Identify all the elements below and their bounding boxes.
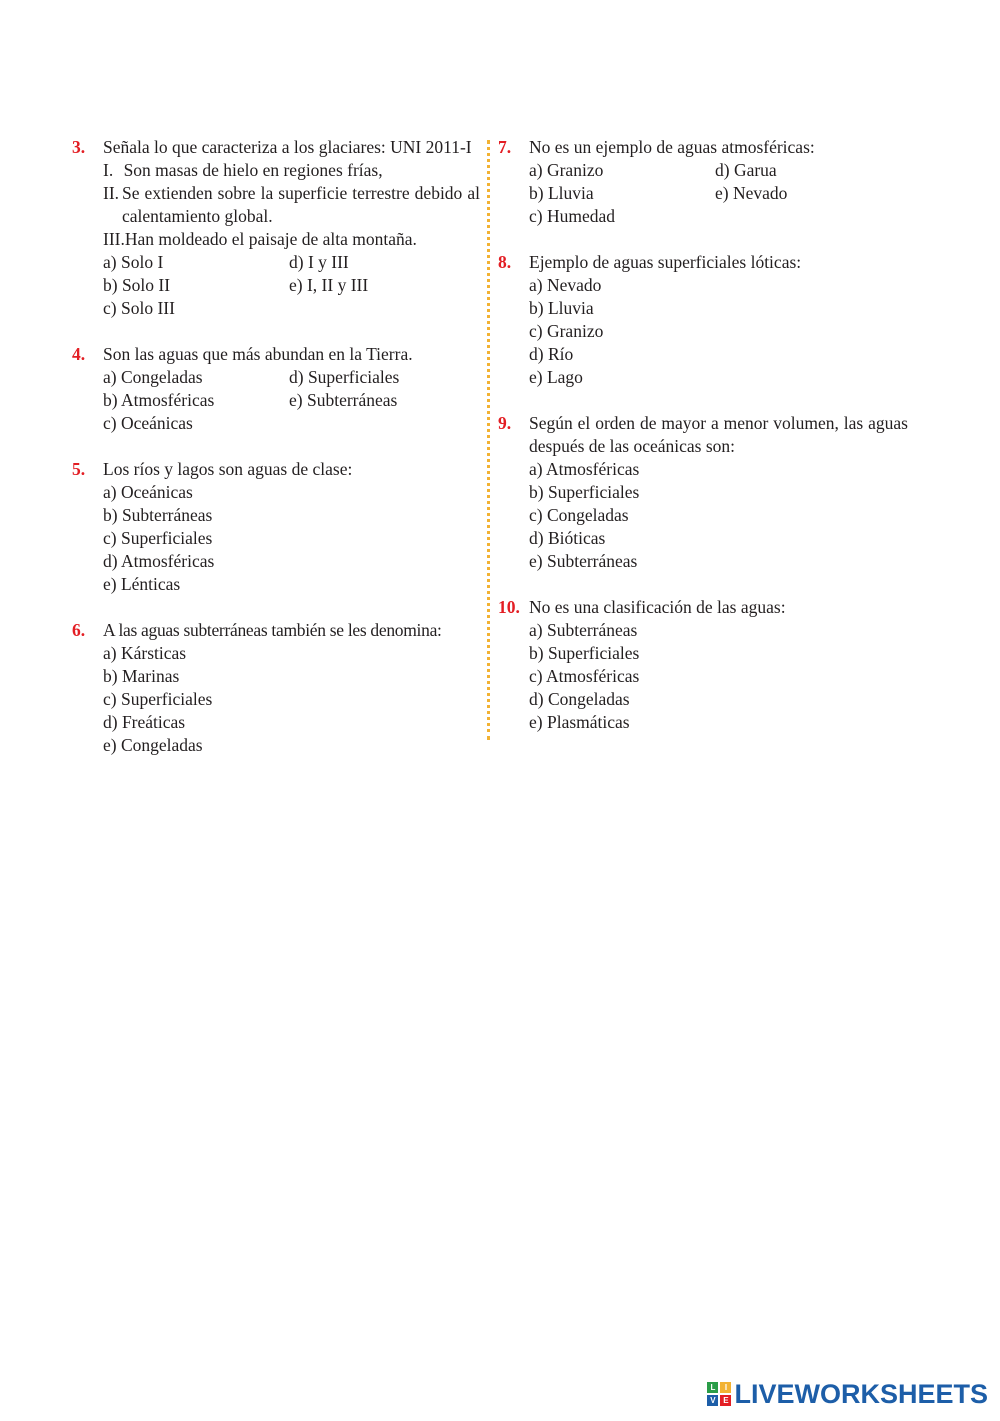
question-stem: Los ríos y lagos son aguas de clase: xyxy=(103,459,353,479)
logo-square: L xyxy=(707,1382,718,1393)
question-3 xyxy=(72,136,480,320)
options xyxy=(103,366,480,435)
logo-square: E xyxy=(720,1395,731,1406)
logo-square: V xyxy=(707,1395,718,1406)
option[interactable]: a) Granizo xyxy=(529,160,604,180)
logo-text: LIVEWORKSHEETS xyxy=(734,1378,988,1409)
option[interactable]: d) Congeladas xyxy=(529,689,630,709)
option[interactable]: d) Río xyxy=(529,344,574,364)
option[interactable]: c) Superficiales xyxy=(103,689,213,709)
option[interactable]: b) Marinas xyxy=(103,666,180,686)
question-10 xyxy=(498,596,908,734)
statement-text: Han moldeado el paisaje de alta montaña. xyxy=(124,229,417,249)
option[interactable]: e) Plasmáticas xyxy=(529,712,630,732)
option[interactable]: e) Congeladas xyxy=(103,735,203,755)
options xyxy=(103,481,480,596)
option[interactable]: b) Superficiales xyxy=(529,482,640,502)
option[interactable]: b) Solo II xyxy=(103,275,171,295)
option[interactable]: b) Superficiales xyxy=(529,643,640,663)
question-4 xyxy=(72,343,480,435)
option[interactable]: e) Nevado xyxy=(715,183,788,203)
option[interactable]: a) Solo I xyxy=(103,252,164,272)
question-stem: Según el orden de mayor a menor volumen, las aguas después de las oceánicas son: xyxy=(529,413,908,456)
options xyxy=(529,458,908,573)
question-8 xyxy=(498,251,908,389)
column-divider xyxy=(487,140,490,740)
options xyxy=(529,159,908,228)
liveworksheets-logo xyxy=(707,1378,988,1409)
option[interactable]: c) Solo III xyxy=(103,298,175,318)
roman-numeral: II. xyxy=(103,183,120,203)
question-number: 9. xyxy=(498,413,512,433)
question-number: 10. xyxy=(498,597,520,617)
right-column xyxy=(498,136,908,757)
option[interactable]: a) Nevado xyxy=(529,275,602,295)
question-number: 7. xyxy=(498,137,512,157)
question-number: 5. xyxy=(72,459,86,479)
question-number: 4. xyxy=(72,344,86,364)
option[interactable]: c) Congeladas xyxy=(529,505,629,525)
logo-square: I xyxy=(720,1382,731,1393)
question-7 xyxy=(498,136,908,228)
statement-iii xyxy=(103,228,480,251)
question-6 xyxy=(72,619,480,757)
option[interactable]: b) Subterráneas xyxy=(103,505,213,525)
option[interactable]: c) Humedad xyxy=(529,206,616,226)
option[interactable]: a) Atmosféricas xyxy=(529,459,640,479)
option[interactable]: e) Subterráneas xyxy=(289,390,398,410)
question-9 xyxy=(498,412,908,573)
option[interactable]: b) Lluvia xyxy=(529,298,594,318)
option[interactable]: b) Lluvia xyxy=(529,183,594,203)
options xyxy=(103,251,480,320)
question-stem: Ejemplo de aguas superficiales lóticas: xyxy=(529,252,802,272)
option[interactable]: a) Congeladas xyxy=(103,367,203,387)
option[interactable]: d) Garua xyxy=(715,160,777,180)
question-5 xyxy=(72,458,480,596)
option[interactable]: a) Kársticas xyxy=(103,643,187,663)
options xyxy=(529,274,908,389)
option[interactable]: e) I, II y III xyxy=(289,275,369,295)
left-column xyxy=(72,136,480,780)
question-stem: No es un ejemplo de aguas atmosféricas: xyxy=(529,137,815,157)
option[interactable]: d) Superficiales xyxy=(289,367,400,387)
options xyxy=(529,619,908,734)
option[interactable]: a) Oceánicas xyxy=(103,482,193,502)
option[interactable]: a) Subterráneas xyxy=(529,620,638,640)
option[interactable]: e) Lénticas xyxy=(103,574,181,594)
option[interactable]: d) Atmosféricas xyxy=(103,551,215,571)
question-number: 3. xyxy=(72,137,86,157)
option[interactable]: e) Lago xyxy=(529,367,583,387)
question-stem: A las aguas subterráneas también se les denomina: xyxy=(103,620,442,640)
statement-i xyxy=(103,159,480,182)
option[interactable]: c) Superficiales xyxy=(103,528,213,548)
question-stem: No es una clasificación de las aguas: xyxy=(529,597,786,617)
statement-text: Se extienden sobre la superficie terrestre debido al calentamiento global. xyxy=(122,183,480,226)
question-stem: Son las aguas que más abundan en la Tierra. xyxy=(103,344,413,364)
options xyxy=(103,642,480,757)
option[interactable]: b) Atmosféricas xyxy=(103,390,215,410)
logo-squares-icon xyxy=(707,1382,731,1406)
option[interactable]: d) Bióticas xyxy=(529,528,606,548)
roman-numeral: III. xyxy=(103,229,125,249)
question-number: 6. xyxy=(72,620,86,640)
option[interactable]: c) Atmosféricas xyxy=(529,666,640,686)
question-number: 8. xyxy=(498,252,512,272)
question-stem: Señala lo que caracteriza a los glaciares: UNI 2011-I xyxy=(103,137,472,157)
option[interactable]: d) Freáticas xyxy=(103,712,186,732)
option[interactable]: c) Granizo xyxy=(529,321,604,341)
roman-numeral: I. xyxy=(103,160,114,180)
option[interactable]: c) Oceánicas xyxy=(103,413,193,433)
statement-text: Son masas de hielo en regiones frías, xyxy=(123,160,383,180)
option[interactable]: e) Subterráneas xyxy=(529,551,638,571)
option[interactable]: d) I y III xyxy=(289,252,349,272)
statement-ii xyxy=(103,182,480,228)
